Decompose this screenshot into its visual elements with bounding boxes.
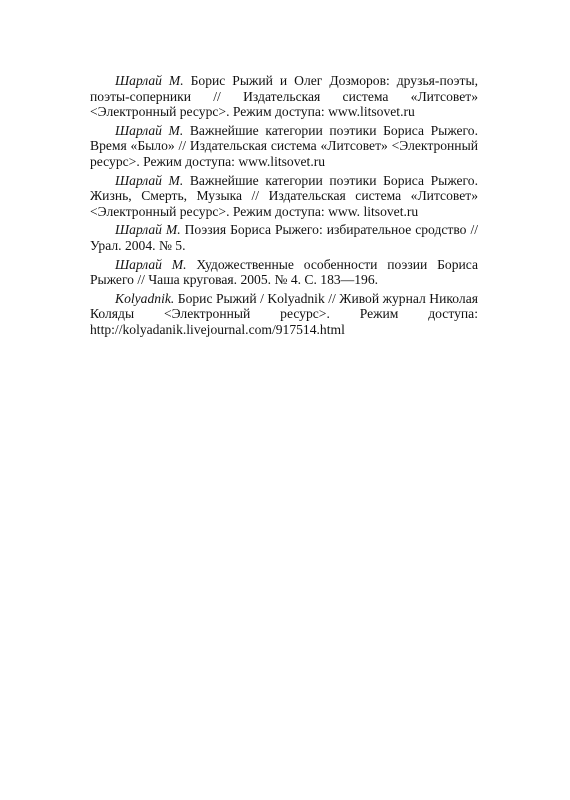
reference-entry [90, 222, 478, 253]
reference-entry [90, 73, 478, 120]
reference-author: Шарлай М. [115, 256, 187, 272]
reference-entry [90, 173, 478, 220]
reference-author: Kolyadnik. [115, 290, 175, 306]
reference-entry [90, 123, 478, 170]
reference-author: Шарлай М. [115, 172, 184, 188]
reference-text: Важнейшие категории поэтики Бориса Рыжего. Время «Было» // Издательская система «Литсовет» <Электронный ресурс>. Режим доступа: www.litsovet.ru [90, 122, 478, 169]
reference-list [90, 73, 478, 341]
reference-text: Важнейшие категории поэтики Бориса Рыжего. Жизнь, Смерть, Музыка // Издательская система «Литсовет» <Электронный ресурс>. Режим доступа: www. litsovet.ru [90, 172, 478, 219]
reference-entry [90, 291, 478, 338]
reference-text: Поэзия Бориса Рыжего: избирательное сродство // Урал. 2004. № 5. [90, 222, 479, 253]
reference-text: Художественные особенности поэзии Бориса Рыжего // Чаша круговая. 2005. № 4. С. 183—196. [90, 256, 478, 288]
reference-author: Шарлай М. [115, 73, 184, 88]
reference-text: Борис Рыжий / Kolyadnik // Живой журнал Николая Коляды <Электронный ресурс>. Режим доступа: http://kolyadanik.livejournal.com/917514.html [90, 290, 478, 337]
reference-author: Шарлай М. [115, 222, 181, 238]
reference-text: Борис Рыжий и Олег Дозморов: друзья-поэты, поэты-соперники // Издательская система «Литсовет» <Электронный ресурс>. Режим доступа: www.litsovet.ru [90, 73, 478, 120]
reference-author: Шарлай М. [115, 122, 184, 138]
reference-entry [90, 257, 478, 288]
